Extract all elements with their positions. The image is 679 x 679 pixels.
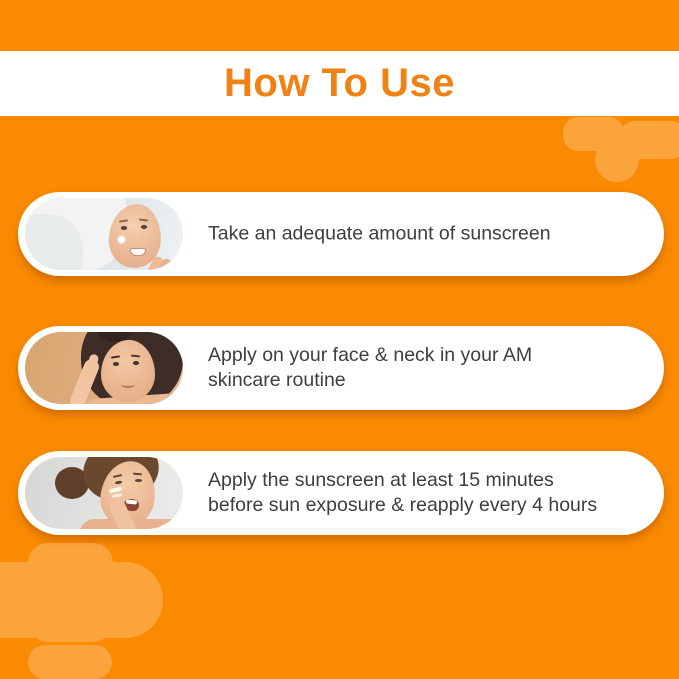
smile-shape — [130, 248, 146, 256]
decor-bottom-left-tab — [28, 645, 112, 679]
eye-shape — [141, 225, 147, 229]
step-3-photo — [25, 457, 183, 529]
page-title: How To Use — [224, 61, 455, 105]
cream-dot-shape — [118, 236, 125, 243]
eye-shape — [135, 479, 142, 482]
step-3-text — [208, 468, 642, 518]
step-2-line-2: skincare routine — [208, 369, 346, 391]
step-1-text — [208, 222, 642, 247]
eye-shape — [113, 362, 119, 366]
eye-shape — [121, 226, 127, 230]
step-2-text — [208, 343, 642, 393]
step-1-photo — [25, 198, 183, 270]
step-2-line-1: Apply on your face & neck in your AM — [208, 344, 533, 366]
smile-shape — [121, 381, 135, 388]
step-1-line-1: Take an adequate amount of sunscreen — [208, 222, 551, 245]
face-shape — [101, 340, 155, 402]
step-row-3 — [18, 451, 664, 535]
title-band — [0, 51, 679, 116]
decor-top-right-circle — [595, 138, 639, 182]
step-row-2 — [18, 326, 664, 410]
step-row-1 — [18, 192, 664, 276]
step-2-photo — [25, 332, 183, 404]
step-3-line-2: before sun exposure & reapply every 4 hours — [208, 494, 598, 516]
decor-bottom-left-horizontal-pill — [0, 562, 163, 638]
eye-shape — [133, 361, 139, 365]
step-3-line-1: Apply the sunscreen at least 15 minutes — [208, 469, 554, 491]
